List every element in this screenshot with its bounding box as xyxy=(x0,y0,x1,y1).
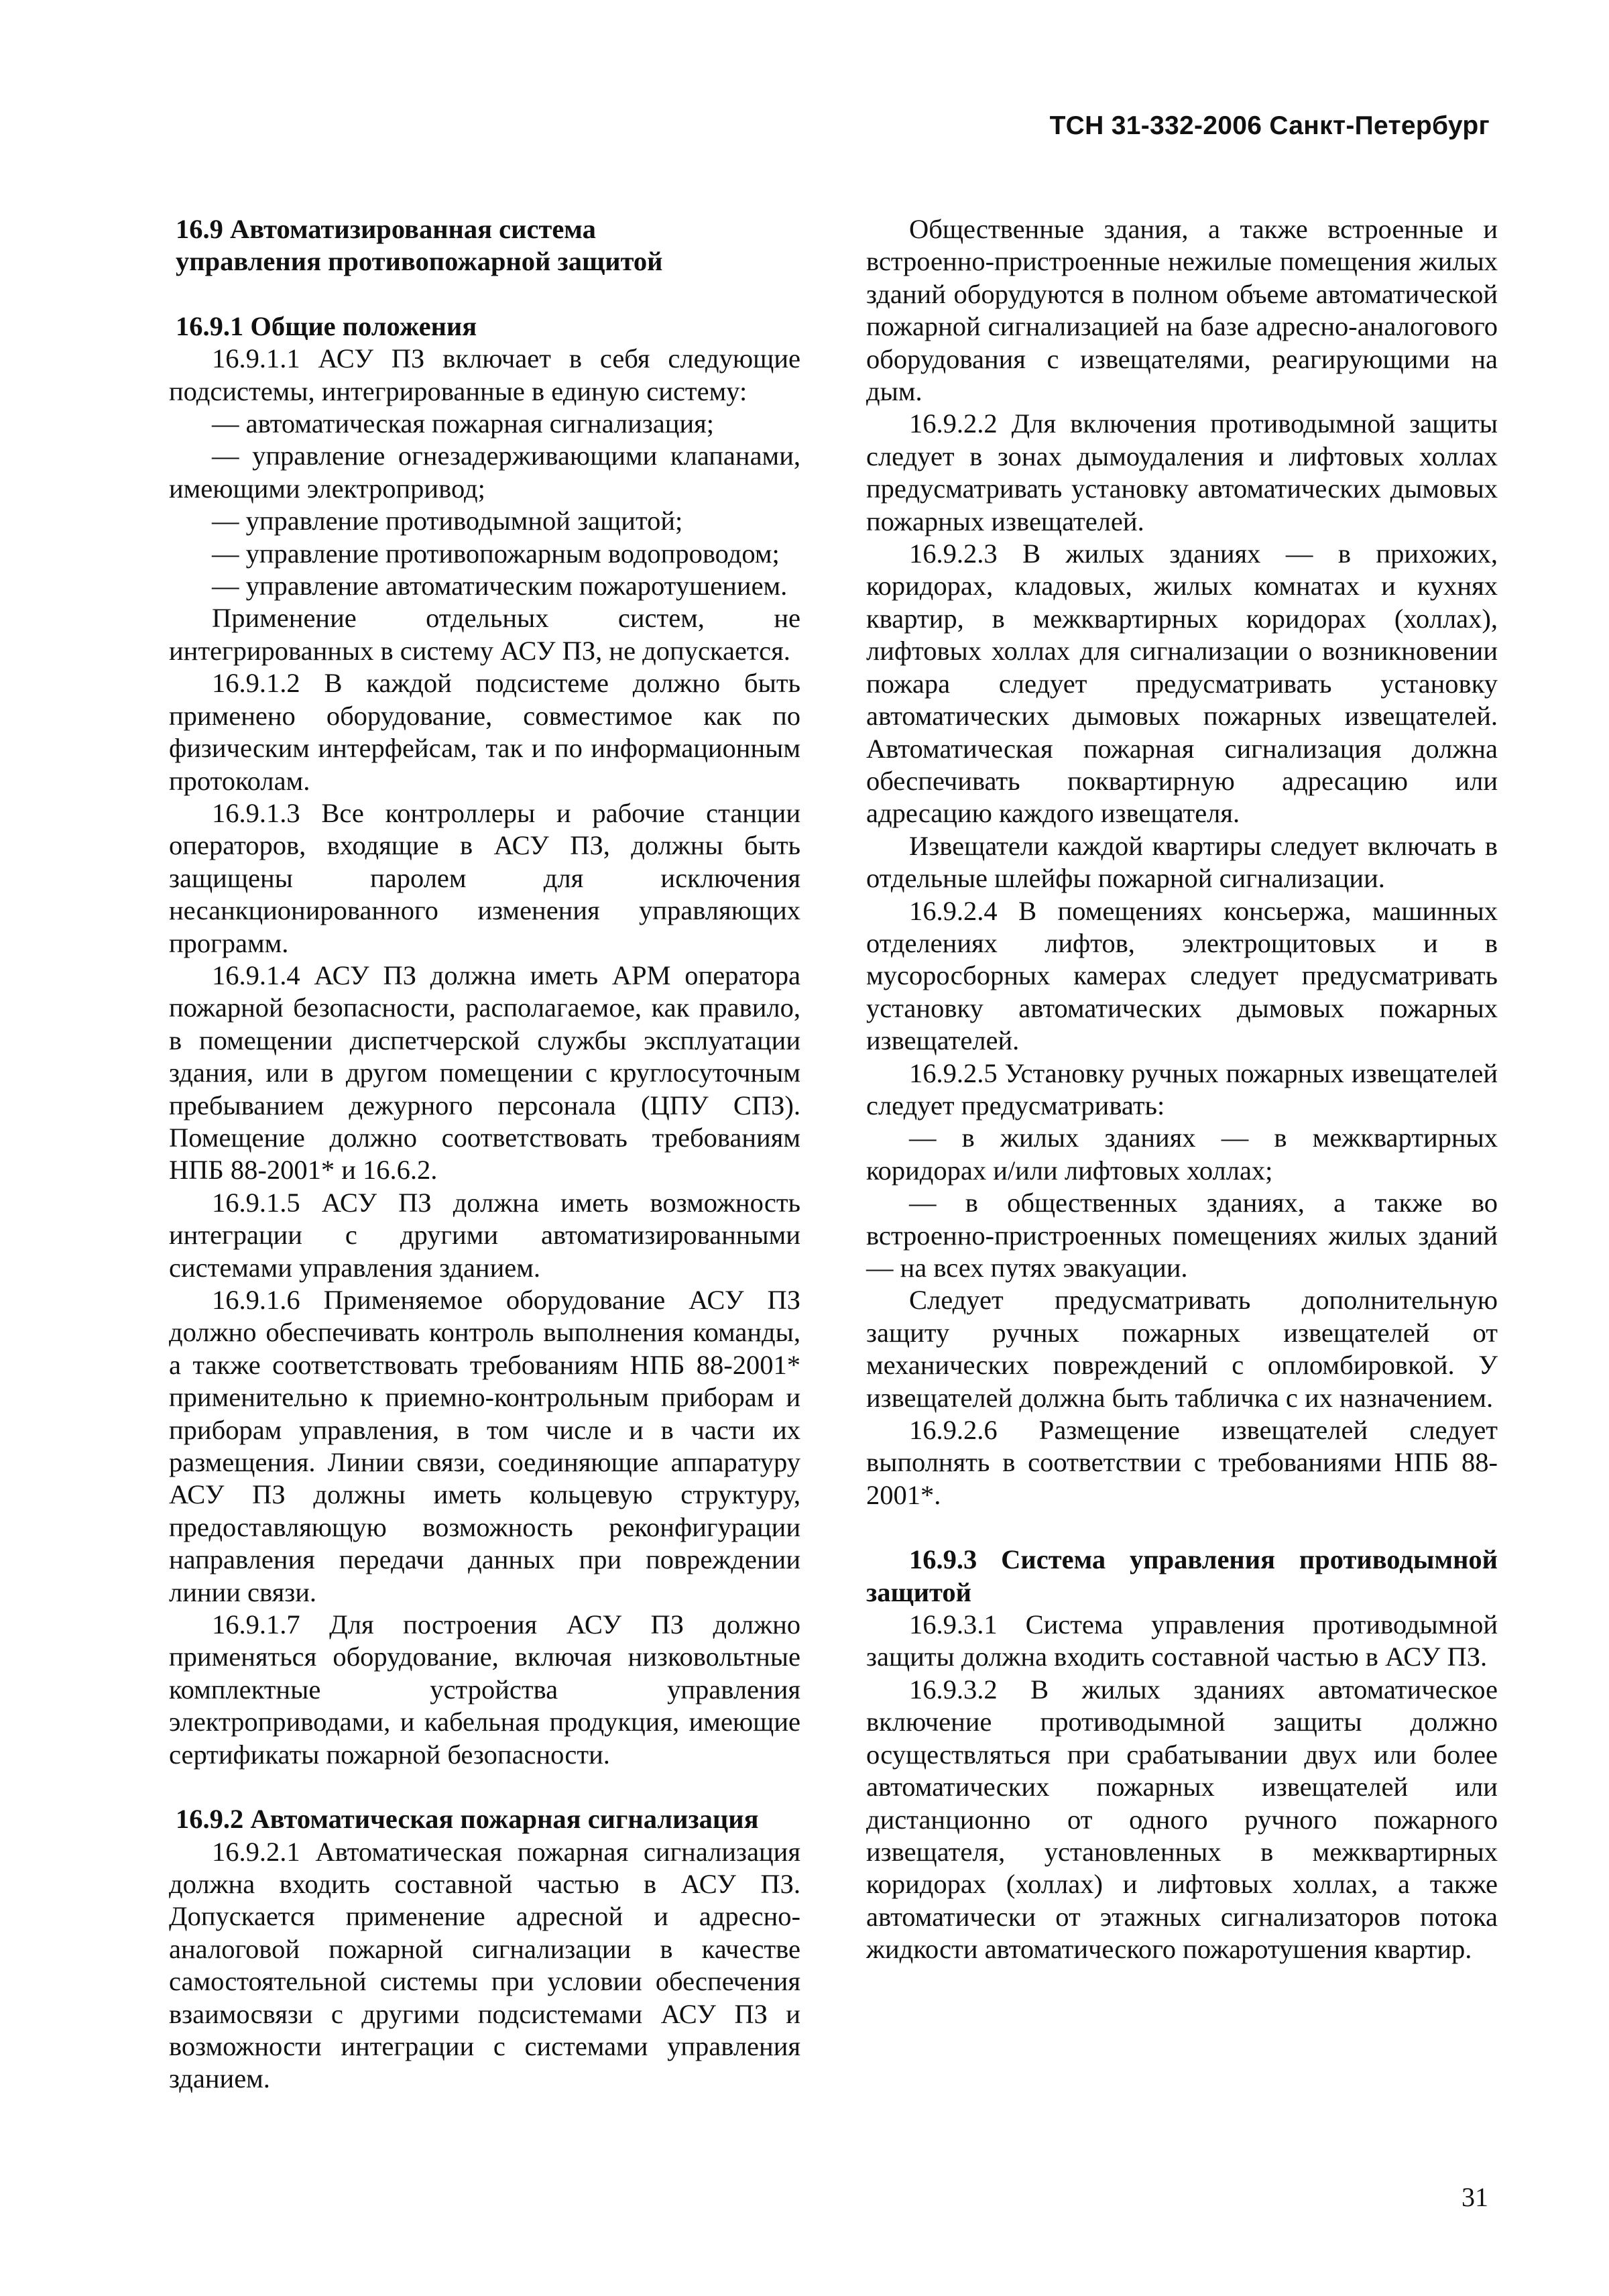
spacer xyxy=(866,1511,1498,1544)
paragraph-16-9-1-7: 16.9.1.7 Для построения АСУ ПЗ должно применяться оборудование, включая низковольтные комплектные устройства управления электроприводами, и кабельная продукция, имеющие сертификаты пожарной безопасности. xyxy=(169,1609,800,1770)
subsection-heading-16-9-2: 16.9.2 Автоматическая пожарная сигнализация xyxy=(176,1804,759,1835)
list-item: — в общественных зданиях, а также во встроенно-пристроенных помещениях жилых зданий — на всех путях эвакуации. xyxy=(866,1188,1498,1283)
spacer xyxy=(169,278,800,310)
paragraph-16-9-1-2: 16.9.1.2 В каждой подсистеме должно быть применено оборудование, совместимое как по физическим интерфейсам, так и по информационным протоколам. xyxy=(169,668,800,796)
paragraph-additional-protection: Следует предусматривать дополнительную защиту ручных пожарных извещателей от механических повреждений с опломбировкой. У извещателей должна быть табличка с их назначением. xyxy=(866,1285,1498,1413)
paragraph-detectors-per-apartment: Извещатели каждой квартиры следует включать в отдельные шлейфы пожарной сигнализации. xyxy=(866,830,1498,894)
paragraph-16-9-2-6: 16.9.2.6 Размещение извещателей следует выполнять в соответствии с требованиями НПБ 88-2001*. xyxy=(866,1415,1498,1510)
spacer xyxy=(169,1771,800,1803)
list-item: — управление автоматическим пожаротушением. xyxy=(212,571,788,601)
section-heading-line-2: управления противопожарной защитой xyxy=(176,246,663,277)
subsection-heading-16-9-1: 16.9.1 Общие положения xyxy=(176,310,477,341)
subsection-heading-16-9-3-line-1: 16.9.3 Система управления противодымной xyxy=(909,1544,1498,1575)
paragraph-16-9-2-4: 16.9.2.4 В помещениях консьержа, машинных отделениях лифтов, электрощитовых и в мусоросборных камерах следует предусматривать установку автоматических дымовых пожарных извещателей. xyxy=(866,895,1498,1056)
paragraph-16-9-1-3: 16.9.1.3 Все контроллеры и рабочие станции операторов, входящие в АСУ ПЗ, должны быть защищены паролем для исключения несанкционированного изменения управляющих программ. xyxy=(169,797,800,958)
list-item: — в жилых зданиях — в межквартирных коридорах и/или лифтовых холлах; xyxy=(866,1123,1498,1186)
paragraph-16-9-1-1: 16.9.1.1 АСУ ПЗ включает в себя следующие подсистемы, интегрированные в единую систему: xyxy=(169,343,800,406)
subsection-heading-16-9-3 xyxy=(866,1544,1498,1609)
list-item: — управление противодымной защитой; xyxy=(212,506,683,536)
paragraph-16-9-2-1: 16.9.2.1 Автоматическая пожарная сигнализация должна входить составной частью в АСУ ПЗ. Допускается применение адресной и адресно-аналоговой пожарной сигнализации в качестве самостоятельной системы при условии обеспечения взаимосвязи с другими подсистемами АСУ ПЗ и возможности интеграции с системами управления зданием. xyxy=(169,1836,800,2094)
paragraph-16-9-1-5: 16.9.1.5 АСУ ПЗ должна иметь возможность интеграции с другими автоматизированными системами управления зданием. xyxy=(169,1187,800,1283)
paragraph-16-9-2-5: 16.9.2.5 Установку ручных пожарных извещателей следует предусматривать: xyxy=(866,1057,1498,1121)
paragraph-16-9-2-2: 16.9.2.2 Для включения противодымной защиты следует в зонах дымоудаления и лифтовых холлах предусматривать установку автоматических дымовых пожарных извещателей. xyxy=(866,408,1498,536)
paragraph-separate-systems: Применение отдельных систем, не интегрированных в систему АСУ ПЗ, не допускается. xyxy=(169,603,800,666)
section-heading-line-1: 16.9 Автоматизированная система xyxy=(176,214,596,244)
left-column xyxy=(169,213,800,2096)
paragraph-16-9-2-3: 16.9.2.3 В жилых зданиях — в прихожих, коридорах, кладовых, жилых комнатах и кухнях квартир, в межквартирных коридорах (холлах), лифтовых холлах для сигнализации о возникновении пожара следует предусматривать установку автоматических дымовых пожарных извещателей. Автоматическая пожарная сигнализация должна обеспечивать поквартирную адресацию или адресацию каждого извещателя. xyxy=(866,538,1498,829)
document-header: ТСН 31-332-2006 Санкт-Петербург xyxy=(1049,111,1490,140)
page-number: 31 xyxy=(1462,2182,1488,2212)
paragraph-public-buildings: Общественные здания, а также встроенные и встроенно-пристроенные нежилые помещения жилых зданий оборудуются в полном объеме автоматической пожарной сигнализацией на базе адресно-аналогового оборудования с извещателями, реагирующими на дым. xyxy=(866,214,1498,407)
paragraph-16-9-3-2: 16.9.3.2 В жилых зданиях автоматическое включение противодымной защиты должно осуществляться при срабатывании двух или более автоматических пожарных извещателей или дистанционно от одного ручного пожарного извещателя, установленных в межквартирных коридорах (холлах) и лифтовых холлах, а также автоматически от этажных сигнализаторов потока жидкости автоматического пожаротушения квартир. xyxy=(866,1674,1498,1965)
paragraph-16-9-1-4: 16.9.1.4 АСУ ПЗ должна иметь АРМ оператора пожарной безопасности, располагаемое, как правило, в помещении диспетчерской службы эксплуатации здания, или в другом помещении с круглосуточным пребыванием дежурного персонала (ЦПУ СПЗ). Помещение должно соответствовать требованиям НПБ 88-2001* и 16.6.2. xyxy=(169,960,800,1186)
paragraph-16-9-3-1: 16.9.3.1 Система управления противодымной защиты должна входить составной частью в АСУ ПЗ. xyxy=(866,1609,1498,1672)
section-heading-16-9 xyxy=(169,213,800,278)
right-column xyxy=(866,213,1498,1966)
subsection-heading-16-9-3-line-2: защитой xyxy=(866,1576,971,1607)
list-item: — управление противопожарным водопроводом; xyxy=(212,538,780,569)
list-item: — управление огнезадерживающими клапанами, имеющими электропривод; xyxy=(169,441,800,504)
list-item: — автоматическая пожарная сигнализация; xyxy=(212,408,715,439)
paragraph-16-9-1-6: 16.9.1.6 Применяемое оборудование АСУ ПЗ должно обеспечивать контроль выполнения команды, а также соответствовать требованиям НПБ 88-2001* применительно к приемно-контрольным приборам и приборам управления, в том числе и в части их размещения. Линии связи, соединяющие аппаратуру АСУ ПЗ должны иметь кольцевую структуру, предоставляющую возможность реконфигурации направления передачи данных при повреждении линии связи. xyxy=(169,1285,800,1607)
